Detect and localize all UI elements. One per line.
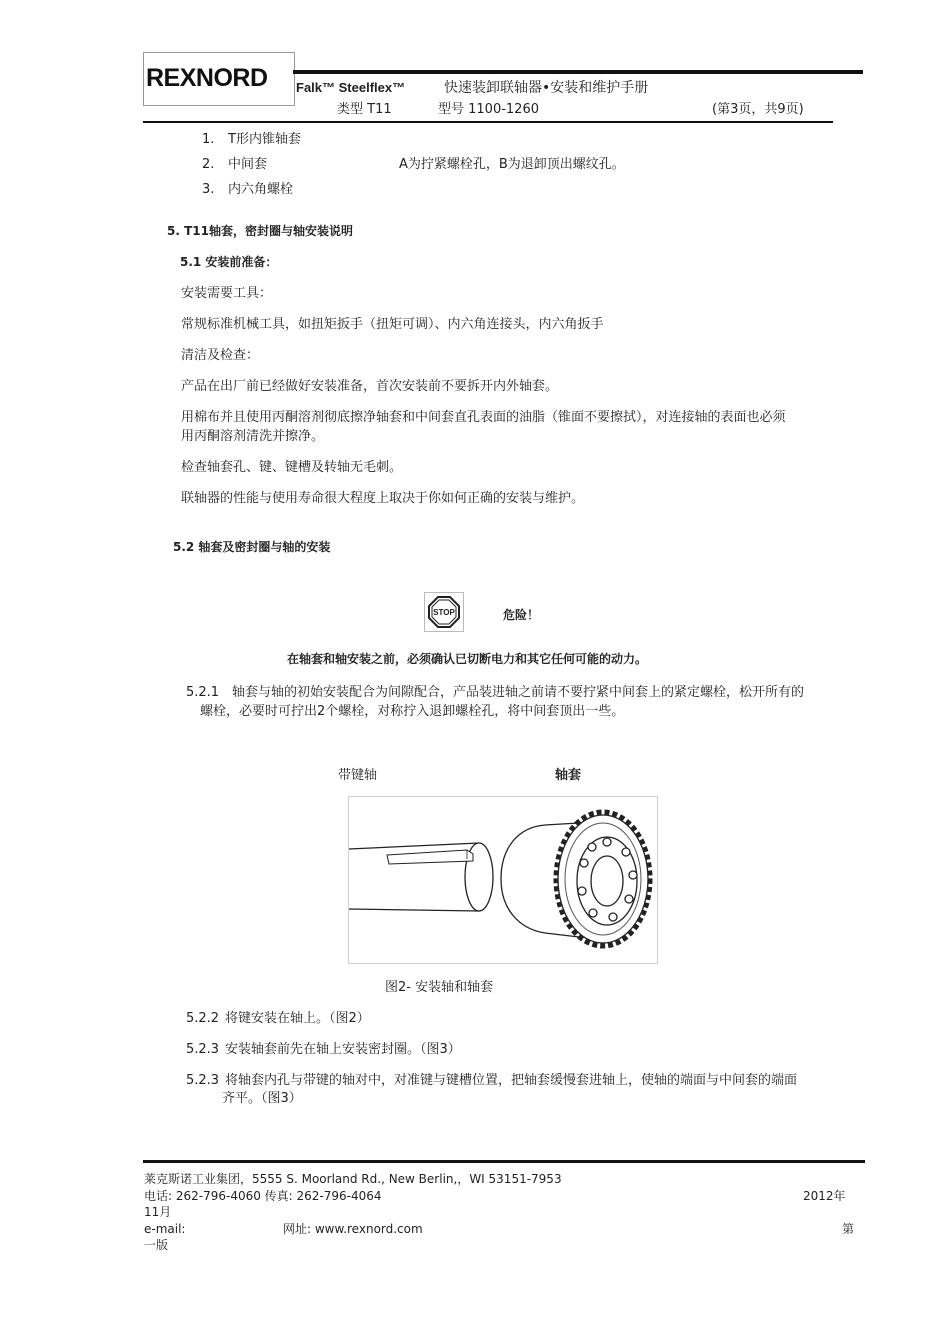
step-5-2-1-line1: 轴套与轴的初始安装配合为间隙配合，产品装进轴之前请不要拧紧中间套上的紧定螺栓，松开所有的 <box>232 685 805 700</box>
figure-shaft-hub <box>348 796 658 964</box>
part-label-1: T形内锥轴套 <box>228 132 301 147</box>
section-5-title: 5. T11轴套，密封圈与轴安装说明 <box>167 224 353 238</box>
step-5-2-3b-line1: 将轴套内孔与带键的轴对中，对准键与键槽位置，把轴套缓慢套进轴上，使轴的端面与中间套的端面 <box>225 1073 798 1088</box>
paragraph-acetone-line1: 用棉布并且使用丙酮溶剂彻底擦净轴套和中间套直孔表面的油脂（锥面不要擦拭），对连接轴的表面也必须 <box>181 410 786 425</box>
coupling-type: 类型 T11 <box>337 102 392 117</box>
footer-year: 2012年 <box>803 1189 846 1203</box>
figure-label-keyed-shaft: 带键轴 <box>338 768 378 783</box>
step-5-2-3b-num: 5.2.3 <box>186 1073 220 1088</box>
brand-name: Falk™ Steelflex™ <box>296 80 406 95</box>
step-5-2-2-num: 5.2.2 <box>186 1011 220 1026</box>
header-rule-top <box>293 70 863 74</box>
stop-sign-frame <box>424 592 464 632</box>
part-num-3: 3. <box>202 182 215 197</box>
part-num-2: 2. <box>202 157 215 172</box>
footer-month: 11月 <box>144 1205 172 1219</box>
part-label-3: 内六角螺栓 <box>228 182 294 197</box>
footer-email-label: e-mail: <box>144 1222 186 1236</box>
footer-edition-a: 第 <box>842 1222 855 1236</box>
footer-phone-fax: 电话: 262-796-4060 传真: 262-796-4064 <box>144 1189 382 1203</box>
paragraph-burr-check: 检查轴套孔、键、键槽及转轴无毛刺。 <box>181 460 403 475</box>
footer-edition-b: 一版 <box>144 1238 169 1252</box>
paragraph-clean-heading: 清洁及检查： <box>181 348 260 363</box>
step-5-2-2-text: 将键安装在轴上。（图2） <box>225 1011 370 1026</box>
step-5-2-3-num: 5.2.3 <box>186 1042 220 1057</box>
parts-note: A为拧紧螺栓孔，B为退卸顶出螺纹孔。 <box>399 157 625 172</box>
paragraph-tools-heading: 安装需要工具： <box>181 286 273 301</box>
figure-label-hub: 轴套 <box>555 768 582 783</box>
danger-label: 危险！ <box>503 608 540 622</box>
model-range: 型号 1100-1260 <box>438 102 539 117</box>
paragraph-tools: 常规标准机械工具，如扭矩扳手（扭矩可调）、内六角连接头，内六角扳手 <box>181 317 604 332</box>
section-5-2-title: 5.2 轴套及密封圈与轴的安装 <box>173 540 331 554</box>
shaft-hub-illustration <box>349 797 657 963</box>
footer-address: 莱克斯诺工业集团，5555 S. Moorland Rd., New Berlin,，WI 53151-7953 <box>144 1172 562 1186</box>
manual-title: 快速装卸联轴器•安装和维护手册 <box>444 80 649 96</box>
section-5-1-title: 5.1 安装前准备： <box>180 255 278 269</box>
stop-sign-text: STOP <box>433 608 455 617</box>
rexnord-logo: REXNORD <box>146 64 268 92</box>
step-5-2-1-num: 5.2.1 <box>186 685 220 700</box>
step-5-2-3-text: 安装轴套前先在轴上安装密封圈。（图3） <box>225 1042 461 1057</box>
danger-warning: 在轴套和轴安装之前，必须确认已切断电力和其它任何可能的动力。 <box>287 652 648 666</box>
footer-website[interactable]: 网址: www.rexnord.com <box>283 1222 423 1236</box>
paragraph-acetone-line2: 用丙酮溶剂清洗并擦净。 <box>181 429 325 444</box>
step-5-2-3b-line2: 齐平。（图3） <box>222 1091 302 1106</box>
paragraph-performance: 联轴器的性能与使用寿命很大程度上取决于你如何正确的安装与维护。 <box>181 491 585 506</box>
figure-caption: 图2- 安装轴和轴套 <box>385 980 494 995</box>
header-rule-bottom <box>143 121 833 123</box>
step-5-2-1-line2: 螺栓，必要时可拧出2个螺栓，对称拧入退卸螺栓孔，将中间套顶出一些。 <box>200 704 625 719</box>
footer-rule <box>143 1160 865 1163</box>
stop-sign-icon <box>425 593 463 631</box>
page-indicator: (第3页，共9页) <box>712 102 804 117</box>
paragraph-factory-ready: 产品在出厂前已经做好安装准备，首次安装前不要拆开内外轴套。 <box>181 379 559 394</box>
part-num-1: 1. <box>202 132 215 147</box>
part-label-2: 中间套 <box>228 157 268 172</box>
